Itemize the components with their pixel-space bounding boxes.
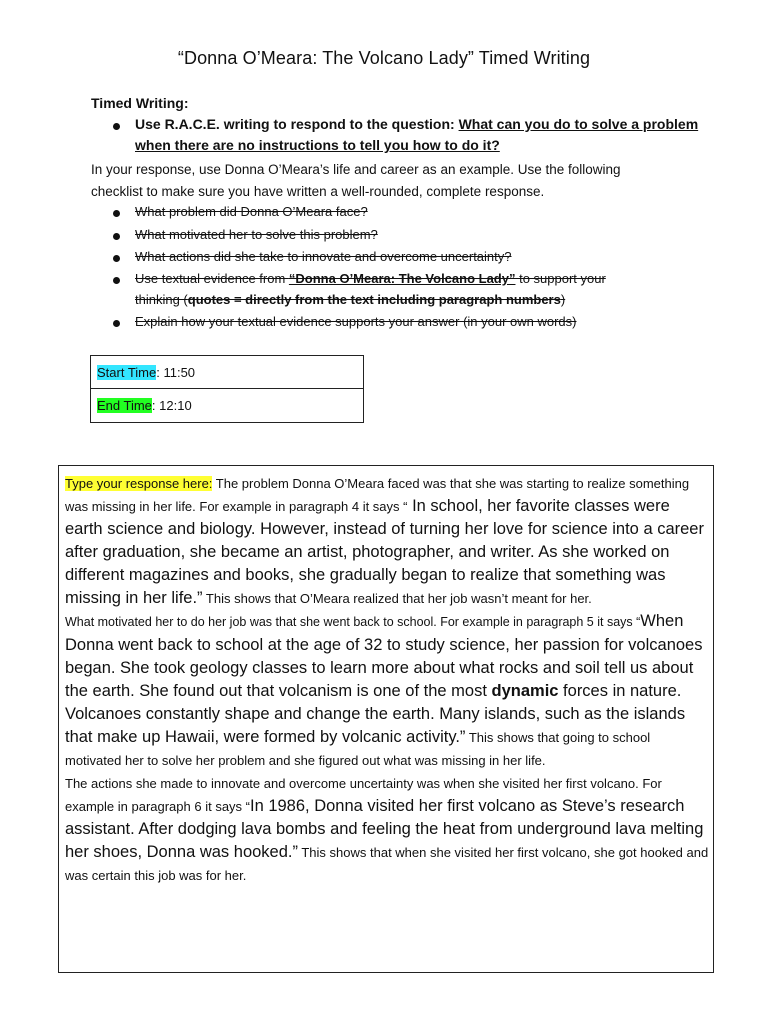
- response-prompt-label: Type your response here:: [65, 476, 213, 491]
- document-title: “Donna O’Meara: The Volcano Lady” Timed Writing: [177, 48, 591, 68]
- checklist-item-4: [135, 268, 606, 289]
- race-instruction: [135, 116, 698, 132]
- response-p2-quote-1: When Donna went back to school at the age of 32 to study science, her passion for volcanoes began. She took geology classes to learn more about what rocks and soil tell us about the earth. She found out that volcanism is one of the most: [65, 612, 703, 700]
- response-p2-explanation: This shows that going to school motivated her to solve her problem and she figured out what was missing in her life.: [65, 730, 651, 768]
- response-p3-explanation: This shows that when she visited her first volcano, she got hooked and was certain this job was for her.: [65, 845, 709, 883]
- end-time-box: [90, 388, 364, 423]
- checklist-item-5: Explain how your textual evidence supports your answer (in your own words): [135, 314, 577, 329]
- bullet-dot: [113, 277, 120, 284]
- checklist-item-4-line2: [135, 289, 565, 310]
- evidence-prefix: Use textual evidence from: [135, 271, 289, 286]
- end-time-row: [97, 398, 192, 413]
- checklist-item-2: What motivated her to solve this problem?: [135, 227, 378, 242]
- response-p2-quote-2: forces in nature. Volcanoes constantly shape and change the earth. Many islands, such as the islands that make up Hawaii, were formed by volcanic activity.”: [65, 682, 686, 746]
- bullet-dot: [113, 233, 120, 240]
- evidence-line2-suffix: ): [560, 292, 566, 307]
- question-part-1: What can you do to solve a problem: [458, 116, 699, 132]
- response-p2-quote-bold: dynamic: [491, 682, 559, 700]
- timed-writing-heading: Timed Writing:: [91, 95, 189, 111]
- bullet-dot: [113, 320, 120, 327]
- evidence-line2-prefix: thinking (: [135, 292, 188, 307]
- response-p1-quote: In school, her favorite classes were earth science and biology. However, instead of turning her love for science into a career after graduation, she became an artist, photographer, and writer. As she worked on different magazines and books, she gradually began to realize that something was missing in her life.”: [65, 497, 704, 607]
- start-time-box: [90, 355, 364, 389]
- start-time-row: [97, 365, 195, 380]
- evidence-suffix: to support your: [515, 271, 606, 286]
- response-p3-quote: In 1986, Donna visited her first volcano as Steve’s research assistant. After dodging lava bombs and feeling the heat from underground lava melting her shoes, Donna was hooked.”: [65, 797, 704, 861]
- response-p3-intro: The actions she made to innovate and overcome uncertainty was when she visited her first volcano. For example in paragraph 6 it says “: [65, 776, 662, 814]
- evidence-line2-bold: quotes = directly from the text including paragraph numbers: [187, 292, 561, 307]
- race-prefix: Use R.A.C.E. writing to respond to the question:: [135, 116, 459, 132]
- response-p1-intro: The problem Donna O’Meara faced was that she was starting to realize something was missing in her life. For example in paragraph 4 it says “: [65, 476, 690, 514]
- response-box[interactable]: [58, 465, 714, 973]
- response-text: [65, 472, 710, 887]
- bullet-dot: [113, 255, 120, 262]
- bullet-dot: [113, 210, 120, 217]
- evidence-source: “Donna O’Meara: The Volcano Lady”: [288, 271, 516, 286]
- end-time-value: : 12:10: [151, 398, 192, 413]
- end-time-label: End Time: [97, 398, 152, 413]
- checklist-item-1: What problem did Donna O’Meara face?: [135, 204, 368, 219]
- intro-paragraph: In your response, use Donna O’Meara’s life and career as an example. Use the following checklist to make sure you have written a well-rounded, complete response.: [91, 162, 621, 199]
- question-part-2: when there are no instructions to tell you how to do it?: [135, 137, 500, 153]
- start-time-value: : 11:50: [156, 365, 196, 380]
- checklist-item-3: What actions did she take to innovate and overcome uncertainty?: [135, 249, 512, 264]
- response-p1-explanation: This shows that O’Meara realized that her job wasn’t meant for her.: [202, 591, 592, 606]
- start-time-label: Start Time: [97, 365, 157, 380]
- response-p2-intro: What motivated her to do her job was that she went back to school. For example in paragraph 5 it says “: [65, 615, 641, 629]
- bullet-dot: [113, 123, 120, 130]
